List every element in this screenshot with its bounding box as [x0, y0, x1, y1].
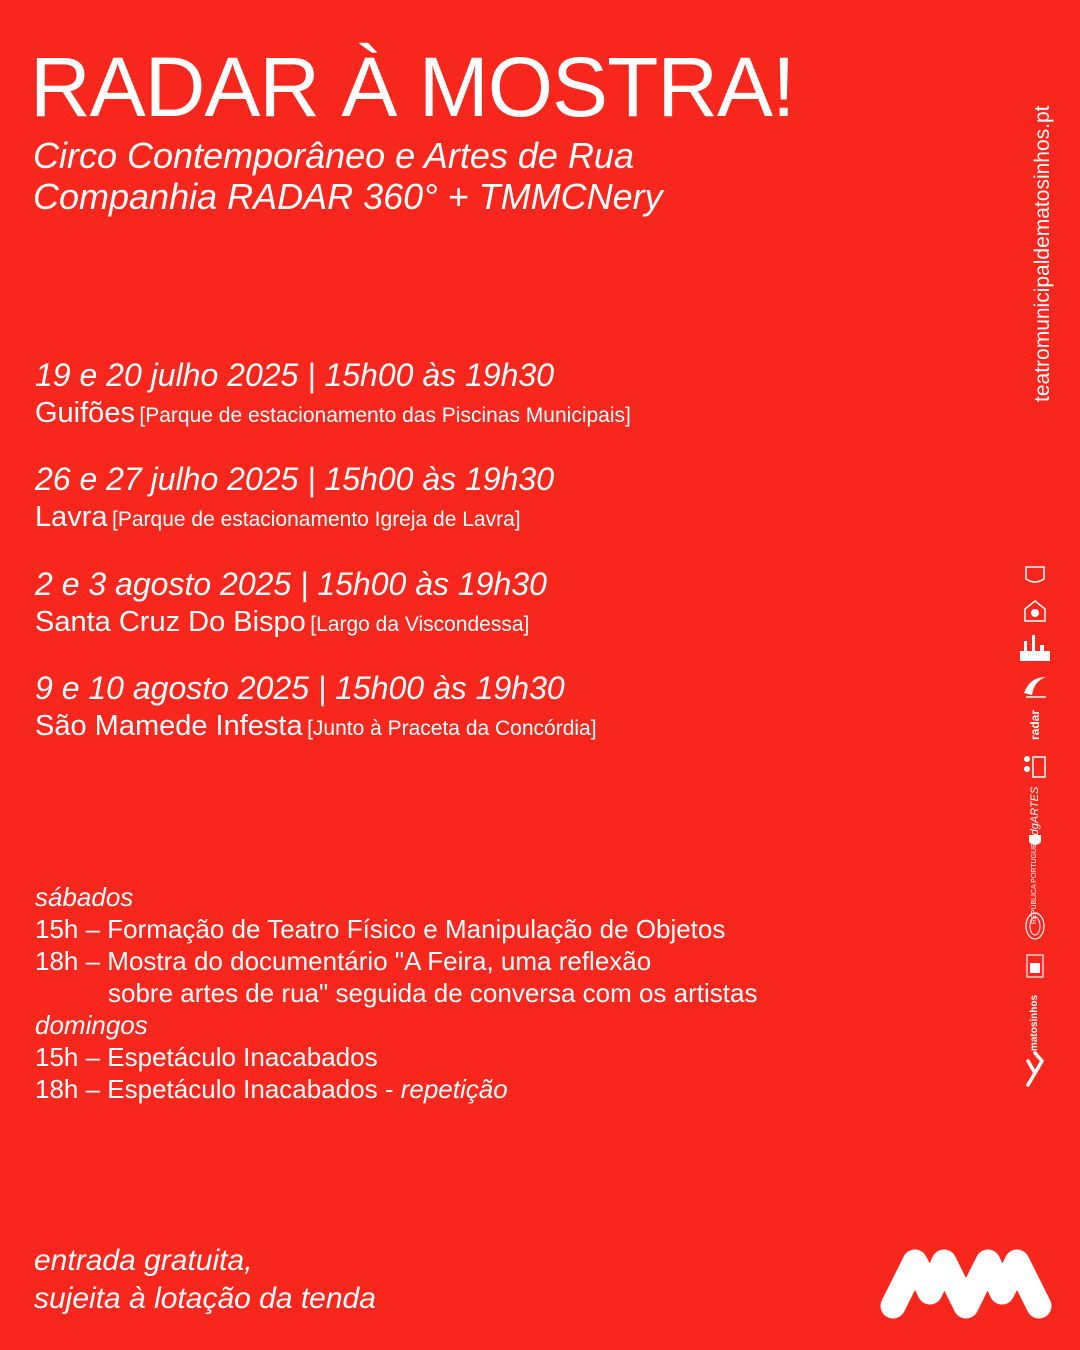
event-item — [35, 669, 597, 750]
swirl-logo-icon — [1020, 671, 1050, 701]
event-item — [35, 460, 554, 541]
brand-logo-icon — [880, 1244, 1052, 1320]
event-detail: [Largo da Viscondessa] — [310, 613, 530, 636]
event-detail: [Parque de estacionamento Igreja de Lavra] — [112, 508, 521, 531]
subtitle-line-2: Companhia RADAR 360° + TMMCNery — [33, 176, 663, 217]
republica-logo: REPÚBLICA PORTUGUESA — [1031, 833, 1038, 925]
saturdays-label: sábados — [35, 882, 134, 912]
municipality-crest-icon — [1020, 565, 1050, 625]
sponsor-logos — [1010, 565, 1060, 1090]
website-link[interactable]: teatromunicipaldematosinhos.pt — [1031, 105, 1054, 402]
schedule-item-text: 18h – Espetáculo Inacabados - — [35, 1074, 401, 1104]
event-item — [35, 565, 547, 646]
institution-box-icon — [1025, 953, 1045, 979]
event-date: 2 e 3 agosto 2025 | 15h00 às 19h30 — [35, 566, 547, 602]
artes-logo: dgARTES — [1029, 786, 1041, 836]
matosinhos-logo: matosinhos — [1029, 994, 1040, 1052]
entry-note — [34, 1242, 376, 1318]
schedule-item-continuation: sobre artes de rua" seguida de conversa com os artistas — [108, 978, 758, 1008]
event-item — [35, 356, 631, 437]
schedule-item: 15h – Formação de Teatro Físico e Manipulação de Objetos — [35, 914, 726, 944]
poster-title: RADAR À MOSTRA! — [30, 40, 795, 134]
weekly-schedule — [35, 881, 757, 1105]
schedule-item — [35, 1073, 757, 1105]
event-place: Santa Cruz Do Bispo — [35, 606, 306, 638]
skyline-logo-icon — [1018, 631, 1052, 663]
entry-line: sujeita à lotação da tenda — [34, 1282, 376, 1315]
event-detail: [Junto à Praceta da Concórdia] — [307, 717, 597, 740]
entry-line: entrada gratuita, — [34, 1244, 253, 1277]
sundays-label: domingos — [35, 1010, 148, 1040]
radar-logo: radar — [1028, 709, 1042, 741]
seal-logo-icon — [1024, 911, 1046, 941]
event-date: 26 e 27 julho 2025 | 15h00 às 19h30 — [35, 461, 554, 497]
event-date: 19 e 20 julho 2025 | 15h00 às 19h30 — [35, 357, 554, 393]
subtitle-line-1: Circo Contemporâneo e Artes de Rua — [33, 135, 634, 176]
event-date: 9 e 10 agosto 2025 | 15h00 às 19h30 — [35, 670, 565, 706]
event-place: Lavra — [35, 501, 108, 533]
event-place: Guifões — [35, 397, 135, 429]
university-logo-icon — [1021, 753, 1049, 783]
schedule-item: 18h – Mostra do documentário "A Feira, uma reflexão — [35, 946, 652, 976]
schedule-item: 15h – Espetáculo Inacabados — [35, 1042, 378, 1072]
matosinhos-mark-icon — [1026, 1051, 1044, 1087]
event-detail: [Parque de estacionamento das Piscinas Municipais] — [139, 404, 631, 427]
event-place: São Mamede Infesta — [35, 710, 303, 742]
repeat-word: repetição — [400, 1074, 508, 1104]
